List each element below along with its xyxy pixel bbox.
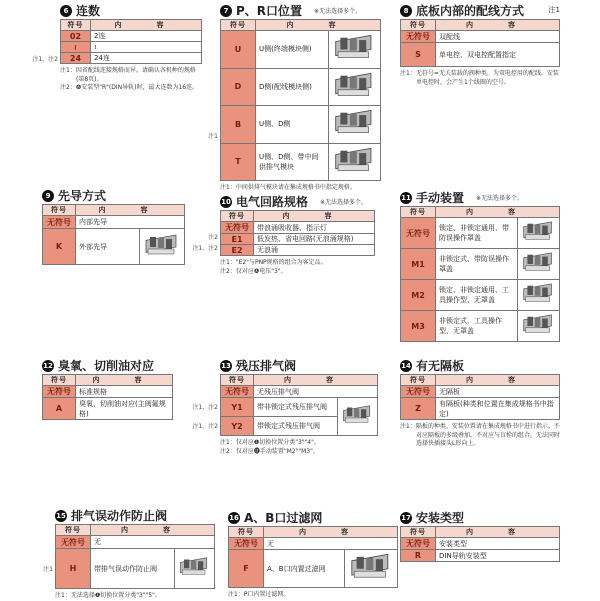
table-row — [401, 398, 560, 420]
section-number-icon: 15 — [56, 511, 66, 520]
option-content: 非锁定式、工具操作型、无罩盖 — [436, 311, 518, 342]
option-content: 无 — [264, 538, 398, 550]
header-content: 内 容 — [91, 20, 202, 31]
option-section-11 — [400, 190, 560, 345]
note: 注2：仅对应❹电压"3"。 — [220, 267, 287, 275]
table-row — [401, 218, 560, 249]
option-content: U侧、D侧、带中间供排气模块 — [256, 143, 329, 181]
header-symbol: 符号 — [43, 205, 76, 216]
option-code: M3 — [401, 311, 436, 342]
manual-override-cover-image — [518, 249, 560, 280]
option-content: A、B口内置过滤网 — [264, 550, 345, 588]
header-content: 内 容 — [256, 20, 381, 31]
table-header — [61, 20, 202, 31]
header-symbol: 符号 — [229, 527, 264, 538]
option-code: K — [43, 229, 76, 265]
table-row — [401, 538, 560, 550]
section-number-icon: 13 — [221, 361, 231, 370]
option-table — [55, 524, 215, 589]
table-header — [221, 211, 375, 222]
option-code: T — [221, 143, 256, 181]
note: 注1：无符号=无关装载的阀种类，为双电控用的配线。安装单电控时，会产生1个线圈的空号。 — [400, 70, 559, 86]
section-title-text: 手动装置 — [416, 191, 465, 205]
option-content: 带排气误动作防止阀 — [91, 549, 175, 589]
table-row — [221, 222, 375, 234]
manual-override-tool-image — [518, 280, 560, 311]
option-content: U侧(终端模块侧) — [256, 31, 329, 69]
table-header — [56, 525, 215, 536]
option-code: E1 — [221, 234, 254, 245]
option-code: 无符号 — [401, 386, 436, 398]
header-symbol: 符号 — [43, 375, 76, 386]
option-code: U — [221, 31, 256, 69]
table-row — [221, 398, 378, 417]
port-filter-image — [345, 550, 398, 588]
option-section-9 — [42, 188, 185, 268]
option-content: 外部先导 — [76, 229, 140, 265]
manifold-intermediate-image — [329, 143, 381, 181]
header-symbol: 符号 — [401, 375, 436, 386]
header-content: 内 容 — [76, 205, 185, 216]
option-content: 单电控、双电控配置指定 — [436, 43, 560, 67]
option-table — [400, 374, 560, 420]
exhaust-check-valve-image — [175, 549, 215, 589]
title-note: ※无法选择多个。 — [476, 195, 524, 202]
option-code: B — [221, 106, 256, 144]
header-symbol: 符号 — [401, 207, 436, 218]
section-title-text: 排气误动作防止阀 — [71, 509, 168, 523]
table-row — [401, 386, 560, 398]
section-notes — [55, 592, 215, 601]
section-title-text: A、B口过滤网 — [244, 511, 323, 525]
manifold-both-sides-image — [329, 106, 381, 144]
header-content: 内 容 — [264, 527, 398, 538]
table-row — [43, 386, 173, 398]
section-title-text: 底板内部的配线方式 — [416, 4, 525, 18]
option-code: 02 — [61, 31, 91, 42]
header-content: 内 容 — [436, 527, 560, 538]
note: 注2：仅对应⓫手动装置"M2""M3"。 — [220, 447, 319, 455]
header-symbol: 符号 — [61, 20, 91, 31]
note: 注1：仅对应❶切换位置分类"3""4"。 — [220, 439, 320, 446]
option-code: M1 — [401, 249, 436, 280]
table-row — [401, 550, 560, 562]
section-title-text: 电气回路规格 — [236, 195, 309, 209]
section-title-text: 连数 — [76, 4, 101, 18]
option-table — [220, 374, 378, 436]
table-row — [43, 216, 185, 229]
section-number-icon: 14 — [401, 361, 411, 370]
row-side-note: 注1、注2 — [192, 244, 218, 252]
table-header — [43, 205, 185, 216]
option-code: Y1 — [221, 398, 254, 417]
section-title — [220, 358, 378, 373]
table-header — [221, 375, 378, 386]
section-title — [228, 510, 398, 525]
header-symbol: 符号 — [401, 527, 436, 538]
option-content: 无残压排气阀 — [254, 386, 378, 398]
option-content: 标准规格 — [76, 386, 173, 398]
option-code: 无符号 — [229, 538, 264, 550]
note: 注1：中间供排气模块请在集成规格书中指定规格。 — [220, 184, 356, 192]
option-code: 无符号 — [221, 386, 254, 398]
table-row — [401, 311, 560, 342]
manual-override-cover-image — [518, 218, 560, 249]
table-header — [221, 20, 381, 31]
header-content: 内 容 — [91, 525, 215, 536]
option-content: 无 — [91, 536, 215, 549]
option-content: U侧、D侧 — [256, 106, 329, 144]
table-row — [221, 234, 375, 245]
table-row — [61, 31, 202, 42]
option-code: Z — [401, 398, 436, 420]
option-content: 低发热、省电回路(无浪涌规格) — [254, 234, 375, 245]
table-row — [56, 536, 215, 549]
section-notes — [220, 259, 375, 276]
section-notes — [228, 591, 398, 600]
section-title-text: 先导方式 — [58, 189, 107, 203]
table-header — [401, 375, 560, 386]
section-title — [42, 188, 185, 203]
section-notes — [220, 184, 381, 193]
option-table — [220, 19, 381, 181]
note: 注1：P口内置过滤网。 — [228, 591, 290, 599]
header-content: 内 容 — [76, 375, 173, 386]
header-symbol: 符号 — [56, 525, 91, 536]
table-row — [221, 386, 378, 398]
option-content: 非锁定式、带防误操作罩盖 — [436, 249, 518, 280]
option-table — [42, 204, 185, 265]
option-code: A — [43, 398, 76, 420]
option-content: 双配线 — [436, 31, 560, 43]
option-section-17 — [400, 510, 560, 565]
table-row — [56, 549, 215, 589]
section-notes — [220, 439, 378, 456]
table-row — [401, 249, 560, 280]
table-row — [401, 31, 560, 43]
section-title-text: 安装类型 — [416, 511, 465, 525]
row-side-note: 注1、注2 — [192, 403, 218, 411]
section-title — [42, 358, 173, 373]
note: 注1："E2"与PNP规格的组合为客定品。 — [220, 259, 327, 266]
section-number-icon: 9 — [42, 190, 54, 202]
option-code: 无符号 — [401, 218, 436, 249]
section-number-icon: 12 — [43, 361, 53, 370]
row-side-note: 注2 — [208, 234, 218, 241]
option-content: 臭氧、切削油对应(主阀氟规格) — [76, 398, 173, 420]
option-code: 24 — [61, 53, 91, 64]
note: 注2：❻安装型"R"(DIN导轨)时，最大连数为16连。 — [60, 84, 199, 91]
note: 注1：隔板的种类、安装位置请在集成规格书中进行指示。不对应隔板的多级叠加。不对应与盲栓的组合。无法同时选择快插接头L形向上。 — [400, 423, 561, 447]
option-content: 2连 — [91, 31, 202, 42]
option-content: D侧(配线模块侧) — [256, 68, 329, 106]
option-code: 无符号 — [43, 386, 76, 398]
row-side-note: 注1 — [208, 133, 218, 140]
option-content: 带非锁定式残压排气阀 — [254, 398, 338, 417]
section-number-icon: 17 — [401, 513, 411, 522]
table-row — [221, 245, 375, 256]
option-code: S — [401, 43, 436, 67]
option-content: 无隔板 — [436, 386, 560, 398]
section-title — [400, 3, 560, 18]
header-content: 内 容 — [436, 20, 560, 31]
section-title — [400, 510, 560, 525]
section-notes — [400, 423, 560, 449]
section-title — [55, 508, 215, 523]
option-section-7 — [220, 3, 381, 193]
table-header — [401, 207, 560, 218]
table-row — [43, 398, 173, 420]
title-note-ref: 注1 — [548, 6, 560, 14]
option-section-12 — [42, 358, 173, 423]
section-number-icon: 11 — [401, 193, 411, 202]
table-row — [221, 31, 381, 69]
note: 注1：因省配线连接规格而异。请确认各机种的规格(第8页)。 — [60, 67, 196, 83]
option-content: 锁定、非锁定通用、工具操作型、无罩盖 — [436, 280, 518, 311]
title-note: ※无法选择多个。 — [314, 8, 362, 15]
section-title-text: 有无隔板 — [416, 359, 465, 373]
section-title-text: 残压排气阀 — [236, 359, 297, 373]
header-symbol: 符号 — [221, 375, 254, 386]
option-table — [228, 526, 398, 588]
manual-override-tool-image — [518, 311, 560, 342]
table-row — [401, 280, 560, 311]
header-content: 内 容 — [436, 207, 560, 218]
table-header — [229, 527, 398, 538]
option-content: 内部先导 — [76, 216, 185, 229]
section-number-icon: 7 — [220, 5, 232, 17]
option-content: 带锁定式残压排气阀 — [254, 417, 338, 436]
table-row — [229, 538, 398, 550]
table-header — [401, 20, 560, 31]
header-content: 内 容 — [254, 375, 378, 386]
table-row — [401, 43, 560, 67]
table-row — [229, 550, 398, 588]
option-content: 安装类型 — [436, 538, 560, 550]
manifold-u-side-image — [329, 31, 381, 69]
header-symbol: 符号 — [221, 211, 254, 222]
option-content: 无浪涌 — [254, 245, 375, 256]
table-row — [221, 143, 381, 181]
option-code: 无符号 — [221, 222, 254, 234]
option-code: 无符号 — [43, 216, 76, 229]
option-code: E2 — [221, 245, 254, 256]
header-content: 内 容 — [436, 375, 560, 386]
residual-pressure-valve-image — [338, 398, 378, 436]
option-table — [220, 210, 375, 256]
option-content: 有隔板(种类和位置在集成规格书中指定) — [436, 398, 560, 420]
option-section-16 — [228, 510, 398, 600]
table-row — [43, 229, 185, 265]
section-notes — [400, 70, 560, 87]
row-side-note: 注1、注2 — [192, 422, 218, 430]
manifold-d-side-image — [329, 68, 381, 106]
table-row — [61, 42, 202, 53]
option-code: D — [221, 68, 256, 106]
option-content: 锁定、非锁定通用、带防误操作罩盖 — [436, 218, 518, 249]
option-section-15 — [55, 508, 215, 601]
row-side-note: 注1、注2 — [32, 55, 58, 63]
option-section-8 — [400, 3, 560, 87]
table-header — [401, 527, 560, 538]
section-number-icon: 10 — [221, 197, 231, 206]
option-code: 无符号 — [401, 31, 436, 43]
header-symbol: 符号 — [221, 20, 256, 31]
table-header — [43, 375, 173, 386]
section-title-text: P、R口位置 — [236, 4, 303, 18]
option-code: ≀ — [61, 42, 91, 53]
row-side-note: 注1 — [43, 566, 53, 573]
option-section-6 — [60, 3, 202, 93]
section-number-icon: 16 — [229, 513, 239, 522]
option-table — [400, 206, 560, 342]
option-content: DIN导轨安装型 — [436, 550, 560, 562]
section-title — [400, 190, 560, 205]
header-symbol: 符号 — [401, 20, 436, 31]
option-section-13 — [220, 358, 378, 456]
option-content: ≀ — [91, 42, 202, 53]
note: 注1：无法选择❶切换位置分类"3""5"。 — [55, 592, 161, 599]
section-title — [400, 358, 560, 373]
option-section-10 — [220, 194, 375, 276]
option-code: R — [401, 550, 436, 562]
option-table — [60, 19, 202, 64]
option-code: Y2 — [221, 417, 254, 436]
option-table — [400, 19, 560, 67]
section-number-icon: 8 — [400, 5, 412, 17]
section-notes — [60, 67, 202, 93]
table-row — [221, 68, 381, 106]
header-content: 内 容 — [254, 211, 375, 222]
title-note: ※无法选择多个。 — [320, 199, 368, 206]
option-code: M2 — [401, 280, 436, 311]
option-table — [400, 526, 560, 562]
option-content: 24连 — [91, 53, 202, 64]
option-code: 无符号 — [401, 538, 436, 550]
option-content: 带浪涌吸收器、指示灯 — [254, 222, 375, 234]
section-title — [60, 3, 202, 18]
option-code: 无符号 — [56, 536, 91, 549]
option-code: H — [56, 549, 91, 589]
option-table — [42, 374, 173, 420]
table-row — [61, 53, 202, 64]
option-section-14 — [400, 358, 560, 449]
section-number-icon: 6 — [60, 5, 72, 17]
external-pilot-valve-image — [140, 229, 185, 265]
option-code: F — [229, 550, 264, 588]
table-row — [221, 106, 381, 144]
section-title — [220, 194, 375, 209]
section-title — [220, 3, 381, 18]
section-title-text: 臭氧、切削油对应 — [58, 359, 155, 373]
